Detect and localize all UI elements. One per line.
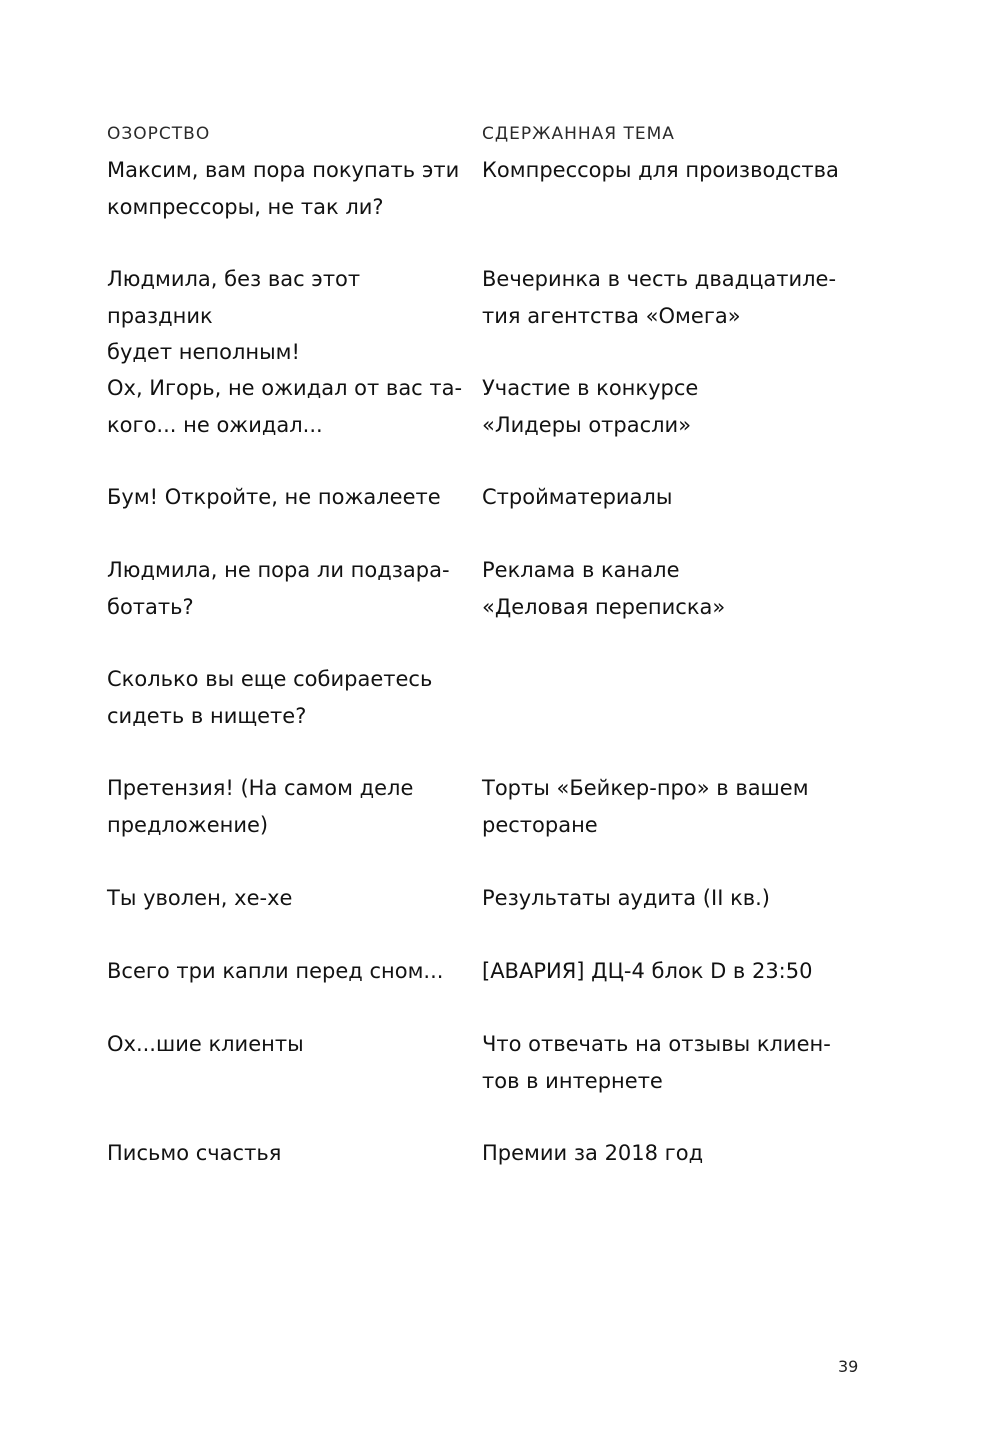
row-10-mischief: Ох...шие клиенты [107,1032,304,1056]
page-number: 39 [838,1357,859,1376]
row-6-mischief: Сколько вы еще собираетесь сидеть в нищете? [107,667,433,728]
row-4-mischief: Бум! Откройте, не пожалеете [107,485,441,509]
row-2-mischief: Людмила, без вас этот праздник будет неполным! [107,267,361,364]
row-9-mischief: Всего три капли перед сном... [107,959,444,983]
row-9-topic: [АВАРИЯ] ДЦ-4 блок D в 23:50 [482,959,813,983]
row-1-mischief: Максим, вам пора покупать эти компрессоры, не так ли? [107,158,460,219]
row-7-mischief: Претензия! (На самом деле предложение) [107,776,414,837]
row-4-topic: Стройматериалы [482,485,673,509]
row-5-mischief: Людмила, не пора ли подзара- ботать? [107,558,450,619]
row-8-mischief: Ты уволен, хе-хе [107,886,293,910]
row-3-topic: Участие в конкурсе «Лидеры отрасли» [482,376,699,437]
row-11-mischief: Письмо счастья [107,1141,282,1165]
row-8-topic: Результаты аудита (II кв.) [482,886,770,910]
row-10-topic: Что отвечать на отзывы клиен- тов в интернете [482,1032,831,1093]
row-3-mischief: Ох, Игорь, не ожидал от вас та- кого... не ожидал... [107,376,463,437]
column-header-mischief: ОЗОРСТВО [107,124,211,144]
row-1-topic: Компрессоры для производства [482,158,839,182]
row-11-topic: Премии за 2018 год [482,1141,704,1165]
row-7-topic: Торты «Бейкер-про» в вашем ресторане [482,776,809,837]
row-2-topic: Вечеринка в честь двадцатиле- тия агентства «Омега» [482,267,837,328]
column-header-restrained-topic: СДЕРЖАННАЯ ТЕМА [482,124,675,144]
row-5-topic: Реклама в канале «Деловая переписка» [482,558,726,619]
